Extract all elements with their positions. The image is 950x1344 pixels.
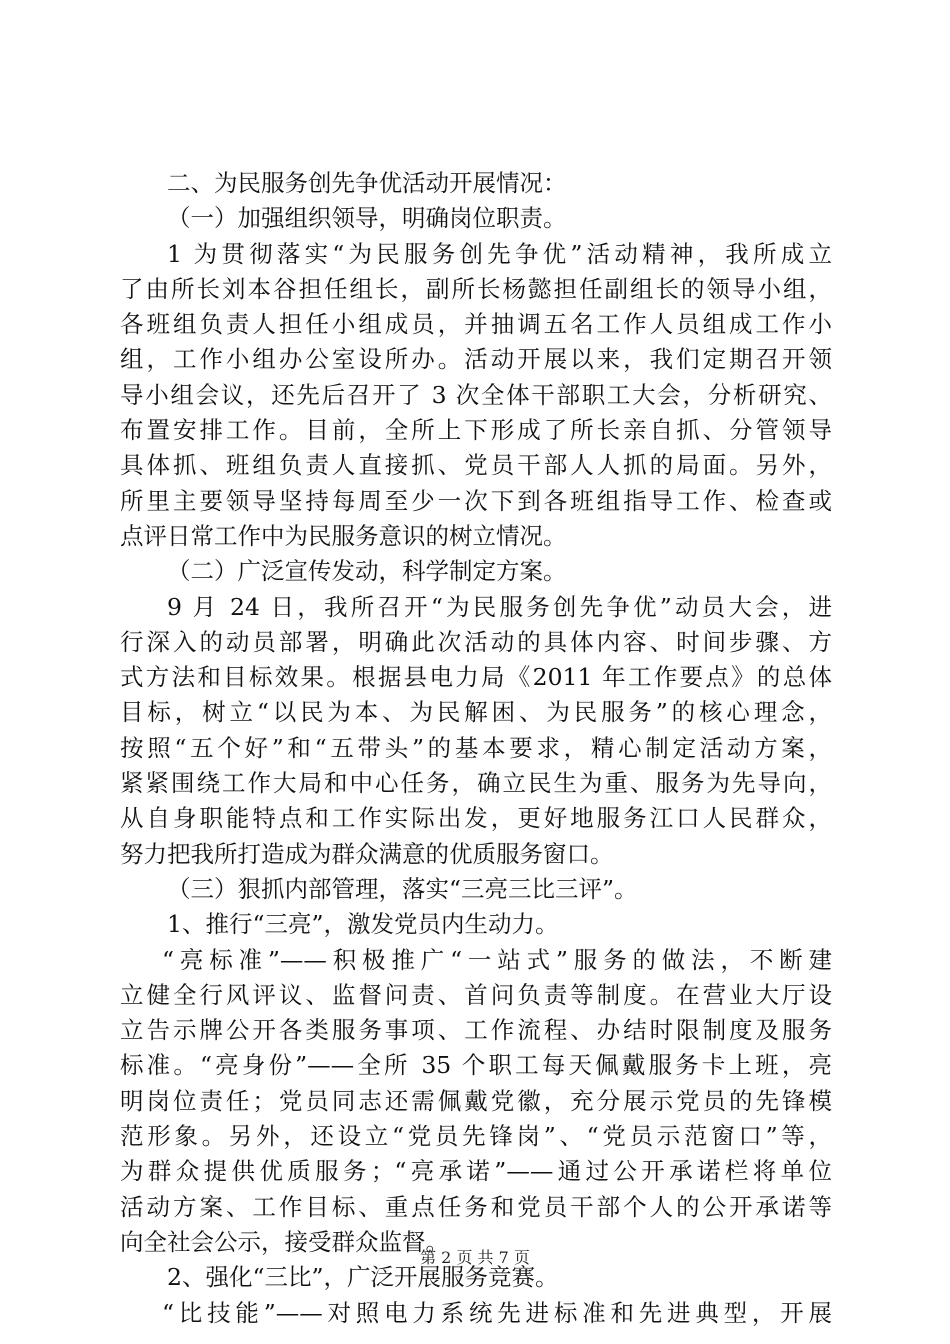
paragraph-line: 导小组会议，还先后召开了 3 次全体干部职工大会，分析研究、 xyxy=(120,380,832,409)
paragraph-line: 为群众提供优质服务；“亮承诺”——通过公开承诺栏将单位 xyxy=(120,1157,832,1186)
section-heading-2: 二、为民服务创先争优活动开展情况： xyxy=(167,169,567,197)
page-footer: 第 2 页 共 7 页 xyxy=(420,1248,530,1267)
subsection-heading-3: （三）狠抓内部管理，落实“三亮三比三评”。 xyxy=(167,874,638,903)
paragraph-line: 目标，树立“以民为本、为民解困、为民服务”的核心理念， xyxy=(120,698,832,727)
paragraph-line: 了由所长刘本谷担任组长，副所长杨懿担任副组长的领导小组， xyxy=(120,274,832,303)
paragraph-line: 标准。“亮身份”——全所 35 个职工每天佩戴服务卡上班，亮 xyxy=(120,1051,832,1080)
paragraph-line: 明岗位责任；党员同志还需佩戴党徽，充分展示党员的先锋模 xyxy=(120,1086,832,1115)
paragraph-line: “比技能”——对照电力系统先进标准和先进典型，开展 xyxy=(162,1298,832,1327)
paragraph-line: 式方法和目标效果。根据县电力局《2011 年工作要点》的总体 xyxy=(120,663,832,692)
paragraph-line: 行深入的动员部署，明确此次活动的具体内容、时间步骤、方 xyxy=(120,627,832,656)
paragraph-line: 布置安排工作。目前，全所上下形成了所长亲自抓、分管领导 xyxy=(120,416,832,445)
paragraph-line: 按照“五个好”和“五带头”的基本要求，精心制定活动方案， xyxy=(120,733,832,762)
document-body xyxy=(120,166,832,1331)
paragraph-line: 努力把我所打造成为群众满意的优质服务窗口。 xyxy=(120,839,614,868)
paragraph-line: 所里主要领导坚持每周至少一次下到各班组指导工作、检查或 xyxy=(120,486,832,515)
paragraph-line: 立告示牌公开各类服务事项、工作流程、办结时限制度及服务 xyxy=(120,1016,832,1045)
paragraph-line: 1 为贯彻落实“为民服务创先争优”活动精神，我所成立 xyxy=(167,239,832,268)
subsection-heading-2: （二）广泛宣传发动，科学制定方案。 xyxy=(167,557,567,586)
item-heading-2: 2、强化“三比”，广泛开展服务竞赛。 xyxy=(167,1263,559,1292)
paragraph-line: 从自身职能特点和工作实际出发，更好地服务江口人民群众， xyxy=(120,804,832,833)
subsection-heading-1: （一）加强组织领导，明确岗位职责。 xyxy=(167,204,567,233)
paragraph-line: 具体抓、班组负责人直接抓、党员干部人人抓的局面。另外， xyxy=(120,451,832,480)
paragraph-line: 组，工作小组办公室设所办。活动开展以来，我们定期召开领 xyxy=(120,345,832,374)
paragraph-line: 范形象。另外，还设立“党员先锋岗”、“党员示范窗口”等， xyxy=(120,1122,832,1151)
paragraph-line: “亮标准”——积极推广“一站式”服务的做法，不断建 xyxy=(162,945,832,974)
item-heading-1: 1、推行“三亮”，激发党员内生动力。 xyxy=(167,910,559,939)
paragraph-line: 9 月 24 日，我所召开“为民服务创先争优”动员大会，进 xyxy=(167,592,832,621)
paragraph-line: 各班组负责人担任小组成员，并抽调五名工作人员组成工作小 xyxy=(120,310,832,339)
paragraph-line: 向全社会公示，接受群众监督。 xyxy=(120,1227,449,1256)
paragraph-line: 立健全行风评议、监督问责、首问负责等制度。在营业大厅设 xyxy=(120,980,832,1009)
paragraph-line: 点评日常工作中为民服务意识的树立情况。 xyxy=(120,521,567,550)
paragraph-line: 活动方案、工作目标、重点任务和党员干部个人的公开承诺等 xyxy=(120,1192,832,1221)
paragraph-line: 紧紧围绕工作大局和中心任务，确立民生为重、服务为先导向， xyxy=(120,769,832,798)
